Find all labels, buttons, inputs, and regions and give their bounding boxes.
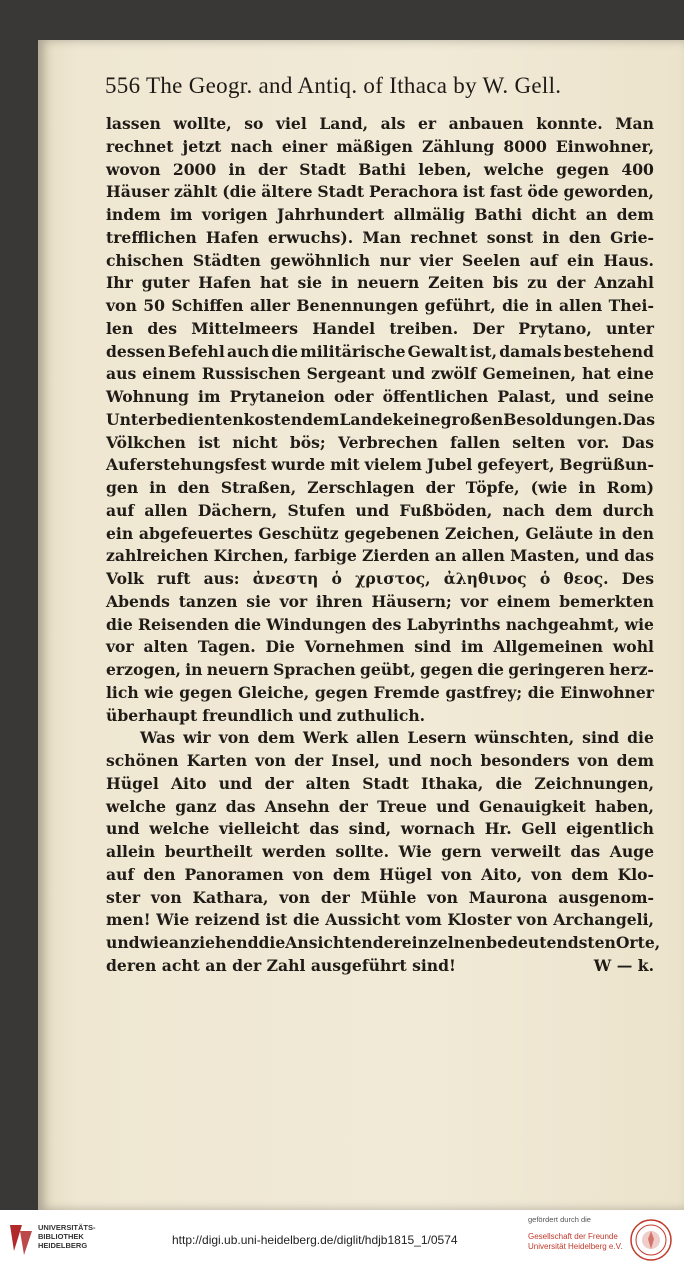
text-line: und welche vielleicht das sind, wornach Hr. Gell eigentlich [106,819,654,839]
text-line: Wohnung im Prytaneion oder öffentlichen Palast, und seine [106,387,654,406]
text-line: überhaupt freundlich und zuthulich. [106,705,426,725]
text-line: ein abgefeuertes Geschütz gegebenen Zeichen, Geläute in den [106,523,654,543]
signature: W — k. [593,955,654,975]
text-line: Volk ruft aus: ἀνεστη ὁ χριστος, ἀληθινος ὁ θεος. Des [106,569,654,588]
text-line: Ihr guter Hafen hat sie in neuern Zeiten bis zu der Anzahl [106,273,654,293]
text-line: indem im vorigen Jahrhundert allmälig Bathi dicht an dem [106,205,654,224]
university-library-logo-icon [8,1221,34,1255]
text-line: die Reisenden die Windungen des Labyrinths nachgeahmt, wie [106,614,654,634]
closing-text: deren acht an der Zahl ausgeführt sind! [106,955,456,975]
text-line: dessen Befehl auch die militärische Gewalt ist, damals bestehend [106,341,654,361]
permalink-url[interactable]: http://digi.ub.uni-heidelberg.de/diglit/hdjb1815_1/0574 [172,1233,458,1247]
text-line: zahlreichen Kirchen, farbige Zierden an allen Masten, und das [106,546,654,566]
sponsor-name: Gesellschaft der Freunde Universität Heidelberg e.V. [528,1232,623,1251]
text-line: len des Mittelmeers Handel treiben. Der Prytano, unter [106,318,654,338]
footer-bar [0,1210,684,1265]
text-line: gen in den Straßen, Zerschlagen der Töpfe, (wie in Rom) [106,478,654,497]
text-line: ster von Kathara, von der Mühle von Maurona ausgenom- [106,887,654,907]
text-line: Was wir von dem Werk allen Lesern wünschten, sind die [140,728,654,748]
text-line: Häuser zählt (die ältere Stadt Perachora ist fast öde geworden, [106,182,654,202]
text-line: chischen Städten gewöhnlich nur vier Seelen auf ein Haus. [106,250,654,270]
running-head: 556 The Geogr. and Antiq. of Ithaca by W. Gell. [105,73,562,98]
text-line: Unterbedienten kosten dem Lande keine großen Besoldungen. Das [106,409,656,429]
text-line: welche ganz das Ansehn der Treue und Genauigkeit haben, [106,796,654,816]
page-body [106,113,661,978]
text-line: vor alten Tagen. Die Vornehmen sind im Allgemeinen wohl [106,637,654,657]
text-line: erzogen, in neuern Sprachen geübt, gegen die geringeren herz- [106,660,654,679]
library-name: UNIVERSITÄTS- BIBLIOTHEK HEIDELBERG [38,1223,96,1250]
text-line: Abends tanzen sie vor ihren Häusern; vor einem bemerkten [106,591,654,611]
text-line: men! Wie reizend ist die Aussicht vom Kloster von Archangeli, [106,910,654,930]
text-line: trefflichen Hafen erwuchs). Man rechnet sonst in den Grie- [106,227,654,247]
text-line: auf allen Dächern, Stufen und Fußböden, nach dem durch [106,500,654,520]
text-line: und wie anziehend die Ansichten der einzelnen bedeutendsten Orte, [106,933,661,952]
text-line: lich wie gegen Gleiche, gegen Fremde gastfrey; die Einwohner [106,682,654,702]
text-line: Auferstehungsfest wurde mit vielem Jubel gefeyert, Begrüßun- [106,455,654,475]
paragraph-1 [106,113,654,727]
text-line: Hügel Aito und der alten Stadt Ithaka, die Zeichnungen, [106,773,654,793]
text-line: lassen wollte, so viel Land, als er anbauen konnte. Man [106,114,654,133]
text-line: von 50 Schiffen aller Benennungen geführt, die in allen Thei- [106,296,654,315]
text-line: rechnet jetzt nach einer mäßigen Zählung 8000 Einwohner, [106,136,654,156]
university-seal-icon [630,1219,672,1261]
text-line: wovon 2000 in der Stadt Bathi leben, welche gegen 400 [106,159,654,179]
closing-line [106,955,654,978]
text-line: Völkchen ist nicht bös; Verbrechen fallen selten vor. Das [106,432,654,452]
text-line: aus einem Russischen Sergeant und zwölf Gemeinen, hat eine [106,364,654,384]
text-line: schönen Karten von der Insel, und noch besonders von dem [106,751,654,770]
paragraph-2 [106,727,661,955]
sponsor-label: gefördert durch die [528,1215,591,1224]
text-line: auf den Panoramen von dem Hügel von Aito, von dem Klo- [106,864,654,884]
text-line: allein beurtheilt werden sollte. Wie gern verweilt das Auge [106,842,654,861]
